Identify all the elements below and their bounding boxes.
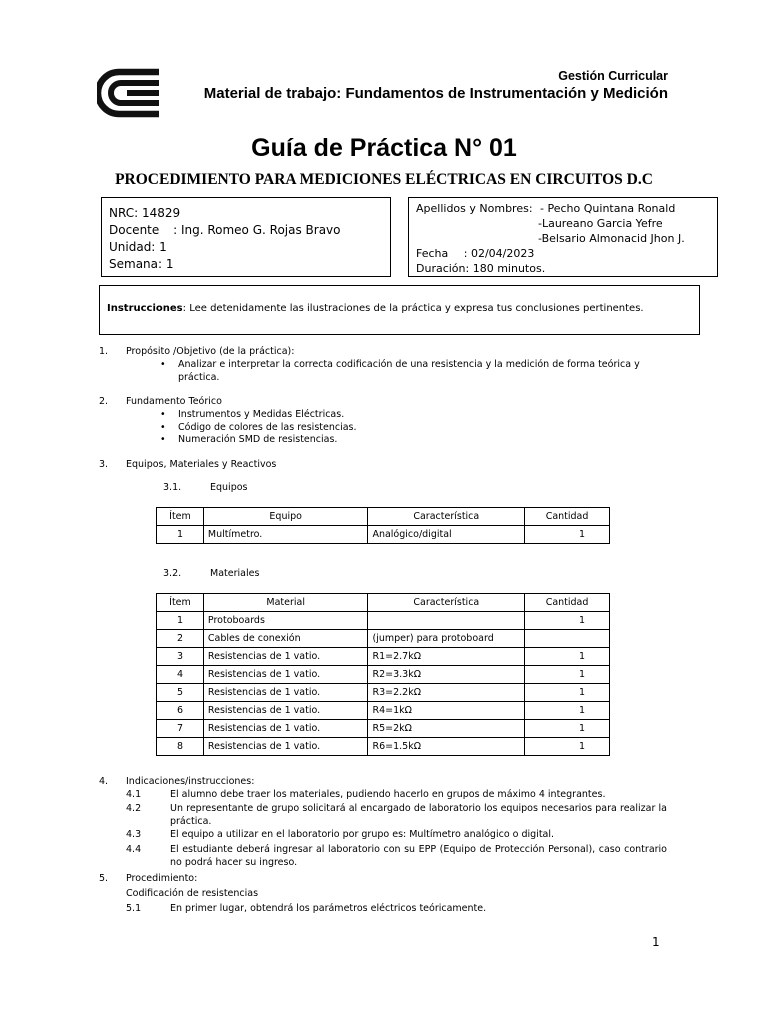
table-cell: R3=2.2kΩ xyxy=(368,684,525,702)
student-name-1: - Pecho Quintana Ronald xyxy=(540,202,676,215)
table-cell: Resistencias de 1 vatio. xyxy=(203,684,368,702)
item-5-1-text: En primer lugar, obtendrá los parámetros eléctricos teóricamente. xyxy=(170,903,487,914)
docente-label: Docente xyxy=(109,223,160,237)
table-cell: 1 xyxy=(525,526,610,544)
table-cell: 1 xyxy=(525,720,610,738)
table-cell: Resistencias de 1 vatio. xyxy=(203,720,368,738)
instructions-text: : Lee detenidamente las ilustraciones de la práctica y expresa tus conclusiones pertinentes. xyxy=(182,303,644,314)
table-cell: 1 xyxy=(157,526,204,544)
table-cell: Multímetro. xyxy=(203,526,368,544)
section-3-title: Equipos, Materiales y Reactivos xyxy=(126,459,277,470)
section-3-2-title: Materiales xyxy=(210,568,260,579)
table-header: Ítem xyxy=(157,594,204,612)
table-header: Característica xyxy=(368,594,525,612)
table-cell: Analógico/digital xyxy=(368,526,525,544)
table-header: Equipo xyxy=(203,508,368,526)
header-material: Material de trabajo: Fundamentos de Instrumentación y Medición xyxy=(203,85,668,102)
table-cell: (jumper) para protoboard xyxy=(368,630,525,648)
semana-text: Semana: 1 xyxy=(109,257,174,271)
table-header: Cantidad xyxy=(525,508,610,526)
table-row xyxy=(157,630,610,648)
list-item: • Analizar e interpretar la correcta codificación de una resistencia y la medición de forma teórica y práctica. xyxy=(160,359,680,384)
table-cell: 1 xyxy=(525,702,610,720)
student-name-3: -Belsario Almonacid Jhon J. xyxy=(538,232,685,245)
table-row xyxy=(157,738,610,756)
student-name-2: -Laureano Garcia Yefre xyxy=(538,217,663,230)
instructions-box xyxy=(99,285,700,335)
item-4-2-text: Un representante de grupo solicitará al encargado de laboratorio los equipos necesarios para realizar la práctica. xyxy=(170,803,667,827)
page-title: Guía de Práctica N° 01 xyxy=(251,134,517,162)
section-5-num: 5. xyxy=(99,873,109,884)
table-cell: 1 xyxy=(525,738,610,756)
materiales-table xyxy=(156,593,610,756)
table-header: Material xyxy=(203,594,368,612)
section-5-title: Procedimiento: xyxy=(126,873,198,884)
section-5-subtitle: Codificación de resistencias xyxy=(126,888,259,899)
item-4-1-num: 4.1 xyxy=(126,789,142,800)
table-cell: 2 xyxy=(157,630,204,648)
list-item: • Numeración SMD de resistencias. xyxy=(160,434,680,447)
section-4-num: 4. xyxy=(99,776,109,787)
table-row xyxy=(157,612,610,630)
page-number: 1 xyxy=(652,935,660,949)
docente-value: : Ing. Romeo G. Rojas Bravo xyxy=(173,223,341,237)
table-cell: Cables de conexión xyxy=(203,630,368,648)
section-4-title: Indicaciones/instrucciones: xyxy=(126,776,255,787)
table-cell xyxy=(368,612,525,630)
list-item: • Código de colores de las resistencias. xyxy=(160,422,680,435)
instructions-label: Instrucciones xyxy=(107,303,183,314)
item-4-3-text: El equipo a utilizar en el laboratorio por grupo es: Multímetro analógico o digital. xyxy=(170,829,555,840)
fecha-value: : 02/04/2023 xyxy=(463,247,535,260)
section-2-num: 2. xyxy=(99,396,109,407)
table-row xyxy=(157,684,610,702)
list-item: • Instrumentos y Medidas Eléctricas. xyxy=(160,409,680,422)
table-cell: Resistencias de 1 vatio. xyxy=(203,648,368,666)
table-cell: 5 xyxy=(157,684,204,702)
unidad-text: Unidad: 1 xyxy=(109,240,167,254)
table-cell: 1 xyxy=(525,612,610,630)
section-1-title: Propósito /Objetivo (de la práctica): xyxy=(126,346,295,357)
table-cell: 1 xyxy=(525,684,610,702)
item-5-1-num: 5.1 xyxy=(126,903,142,914)
table-header: Ítem xyxy=(157,508,204,526)
section-2-bullets xyxy=(160,409,680,447)
table-row xyxy=(157,648,610,666)
apellidos-row xyxy=(416,201,716,216)
table-header: Característica xyxy=(368,508,525,526)
table-cell: 1 xyxy=(525,648,610,666)
docente-row xyxy=(109,222,341,239)
page-subtitle: PROCEDIMIENTO PARA MEDICIONES ELÉCTRICAS EN CIRCUITOS D.C xyxy=(115,171,653,188)
table-cell: R4=1kΩ xyxy=(368,702,525,720)
table-cell: Resistencias de 1 vatio. xyxy=(203,738,368,756)
table-cell: R2=3.3kΩ xyxy=(368,666,525,684)
section-3-1-num: 3.1. xyxy=(163,482,182,493)
table-cell: 7 xyxy=(157,720,204,738)
item-4-1-text: El alumno debe traer los materiales, pudiendo hacerlo en grupos de máximo 4 integrantes. xyxy=(170,789,606,800)
fecha-row xyxy=(416,246,716,261)
table-cell: 8 xyxy=(157,738,204,756)
duracion-text: Duración: 180 minutos. xyxy=(416,262,546,275)
table-cell: R5=2kΩ xyxy=(368,720,525,738)
info-right-box xyxy=(408,197,718,277)
item-4-4-num: 4.4 xyxy=(126,844,142,855)
table-cell: 1 xyxy=(157,612,204,630)
nrc-text: NRC: 14829 xyxy=(109,206,181,220)
section-1-bullets xyxy=(160,359,680,384)
fecha-label: Fecha xyxy=(416,247,449,260)
instructions-line xyxy=(107,303,644,314)
header-org: Gestión Curricular xyxy=(558,69,668,83)
table-cell: Resistencias de 1 vatio. xyxy=(203,666,368,684)
table-cell xyxy=(525,630,610,648)
table-cell: Protoboards xyxy=(203,612,368,630)
table-header-row xyxy=(157,508,610,526)
table-cell: 6 xyxy=(157,702,204,720)
section-3-1-title: Equipos xyxy=(210,482,248,493)
table-cell: 1 xyxy=(525,666,610,684)
table-row xyxy=(157,702,610,720)
equipos-table xyxy=(156,507,610,544)
info-left-box xyxy=(101,197,391,277)
table-cell: R1=2.7kΩ xyxy=(368,648,525,666)
section-3-num: 3. xyxy=(99,459,109,470)
table-cell: R6=1.5kΩ xyxy=(368,738,525,756)
table-cell: 3 xyxy=(157,648,204,666)
table-row xyxy=(157,526,610,544)
section-1-num: 1. xyxy=(99,346,109,357)
item-4-3-num: 4.3 xyxy=(126,829,142,840)
apellidos-label: Apellidos y Nombres: xyxy=(416,202,533,215)
section-2-title: Fundamento Teórico xyxy=(126,396,222,407)
table-row xyxy=(157,666,610,684)
table-header-row xyxy=(157,594,610,612)
institution-logo xyxy=(97,68,165,118)
table-cell: Resistencias de 1 vatio. xyxy=(203,702,368,720)
section-3-2-num: 3.2. xyxy=(163,568,182,579)
table-header: Cantidad xyxy=(525,594,610,612)
item-4-2-num: 4.2 xyxy=(126,803,142,814)
table-cell: 4 xyxy=(157,666,204,684)
item-4-4-text: El estudiante deberá ingresar al laboratorio con su EPP (Equipo de Protección Personal), caso contrario no podrá hacer su ingreso. xyxy=(170,844,667,868)
table-row xyxy=(157,720,610,738)
